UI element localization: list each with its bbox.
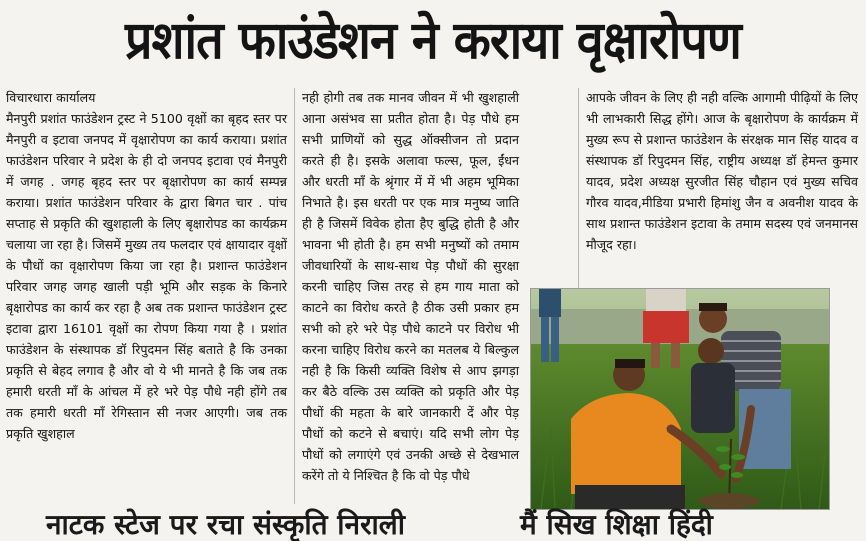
article-text-2: नही होगी तब तक मानव जीवन में भी खुशहाली आना असंभव सा प्रतीत होता है। पेड़ पौधे हम सभी प्राणियों को सुद्ध ऑक्सीजन तो प्रदान करते ही है। इसके अलावा फल्स, फूल, ईंधन और धरती मॉं के श्रृंगार में में भी अहम भूमिका निभाते है। इस धरती पर एक मात्र मनुष्य जाति ही है जिसमें विवेक होता हैए बुद्धि होती है और भावना भी होती है। हम सभी मनुष्यों को तमाम जीवधारियों के साथ-साथ पेड़ पौधों की सुरक्षा करनी चाहिए जिस तरह से हम गाय माता को काटने का विरोध करते है ठीक उसी प्रकार हम सभी को हरे भरे पेड़ पौधे काटने पर विरोध भी करना चाहिए विरोध करने का मतलब ये बिल्कुल नही है कि किसी व्यक्ति विशेष से आप झगड़ा कर बैठे वल्कि उस व्यक्ति को प्रकृति और पेड़ पौधों की महता के बारे जानकारी दें और पेड़ पौधों को कटने से बचाएं। यदि सभी लोग पेड़ पौधों को लगाएंगे एवं उनकी अच्छे से देखभाल करेंगे तो ये निश्चित है कि वो पेड़ पौधे	[302, 90, 519, 483]
plantation-photo	[530, 288, 830, 510]
headline: प्रशांत फाउंडेशन ने कराया वृक्षारोपण	[125, 11, 741, 71]
next-story-headline-right: मैं सिख शिक्षा हिंदी	[520, 508, 713, 541]
article-text-1: मैनपुरी प्रशांत फाउंडेशन ट्रस्ट ने 5100 वृक्षों का बृहद स्तर पर मैनपुरी व इटावा जनपद में वृक्षारोपण का कार्य कराया। प्रशांत फाउंडेशन परिवार ने प्रदेश के ही दो जनपद इटावा एवं मैनपुरी में जगह . जगह बृहद स्तर पर बृक्षारोपण का कार्य सम्पन्न कराया। प्रशांत फाउंडेशन परिवार के द्वारा बिगत चार . पांच सप्ताह से प्रकृति की खुशहाली के लिए बृक्षारोपड का कार्यक्रम चलाया जा रहा है। जिसमें मुख्य तय फलदार एवं क्षायादार वृक्षों के पौधों का वृक्षारोपण किया जा रहा है। प्रशान्त फाउंडेशन परिवार जगह जगह खाली पड़ी भूमि और सड़क के किनारे बृक्षारोपड का कार्य कर रहा है अब तक प्रशान्त फाउंडेशन ट्रस्ट इटावा द्वारा 16101 वृक्षों का रोपण किया गया है । प्रशांत फाउंडेशन के संस्थापक डॉ रिपुदमन सिंह बताते है कि उनका प्रकृति से बेहद लगाव है और वो ये भी मानते है कि जब तक हमारी धरती मॉं के आंचल में हरे भरे पेड़ पौधे नही होंगे तब तक हमारी धरती मॉं रेगिस्तान सी नजर आएगी। जब तक प्रकृति खुशहाल	[6, 111, 287, 441]
next-story-strip	[0, 508, 866, 541]
article-column-1	[6, 87, 287, 507]
article-column-2	[302, 87, 519, 507]
article-column-3	[586, 87, 858, 283]
article-text-3: आपके जीवन के लिए ही नही वल्कि आगामी पीढ़ियों के लिए भी लाभकारी सिद्ध होंगे। आज के बृक्षारोपण के कार्यक्रम में मुख्य रूप से प्रशान्त फाउंडेशन के संरक्षक मान सिंह यादव व संस्थापक डॉ रिपुदमन सिंह, राष्ट्रीय अध्यक्ष डॉ हेमन्त कुमार यादव, प्रदेश अध्यक्ष सुरजीत सिंह चौहान एवं मुख्य सचिव गौरव यादव,मीडिया प्रभारी हिमांशु जैन व अवनीश यादव के साथ प्रशान्त फाउंडेशन इटावा के तमाम सदस्य एवं जनमानस मौजूद रहा।	[586, 90, 858, 252]
column-divider	[294, 88, 295, 504]
next-story-headline: नाटक स्टेज पर रचा संस्कृति निराली	[46, 508, 406, 541]
dateline: विचारधारा कार्यालय	[6, 90, 96, 105]
